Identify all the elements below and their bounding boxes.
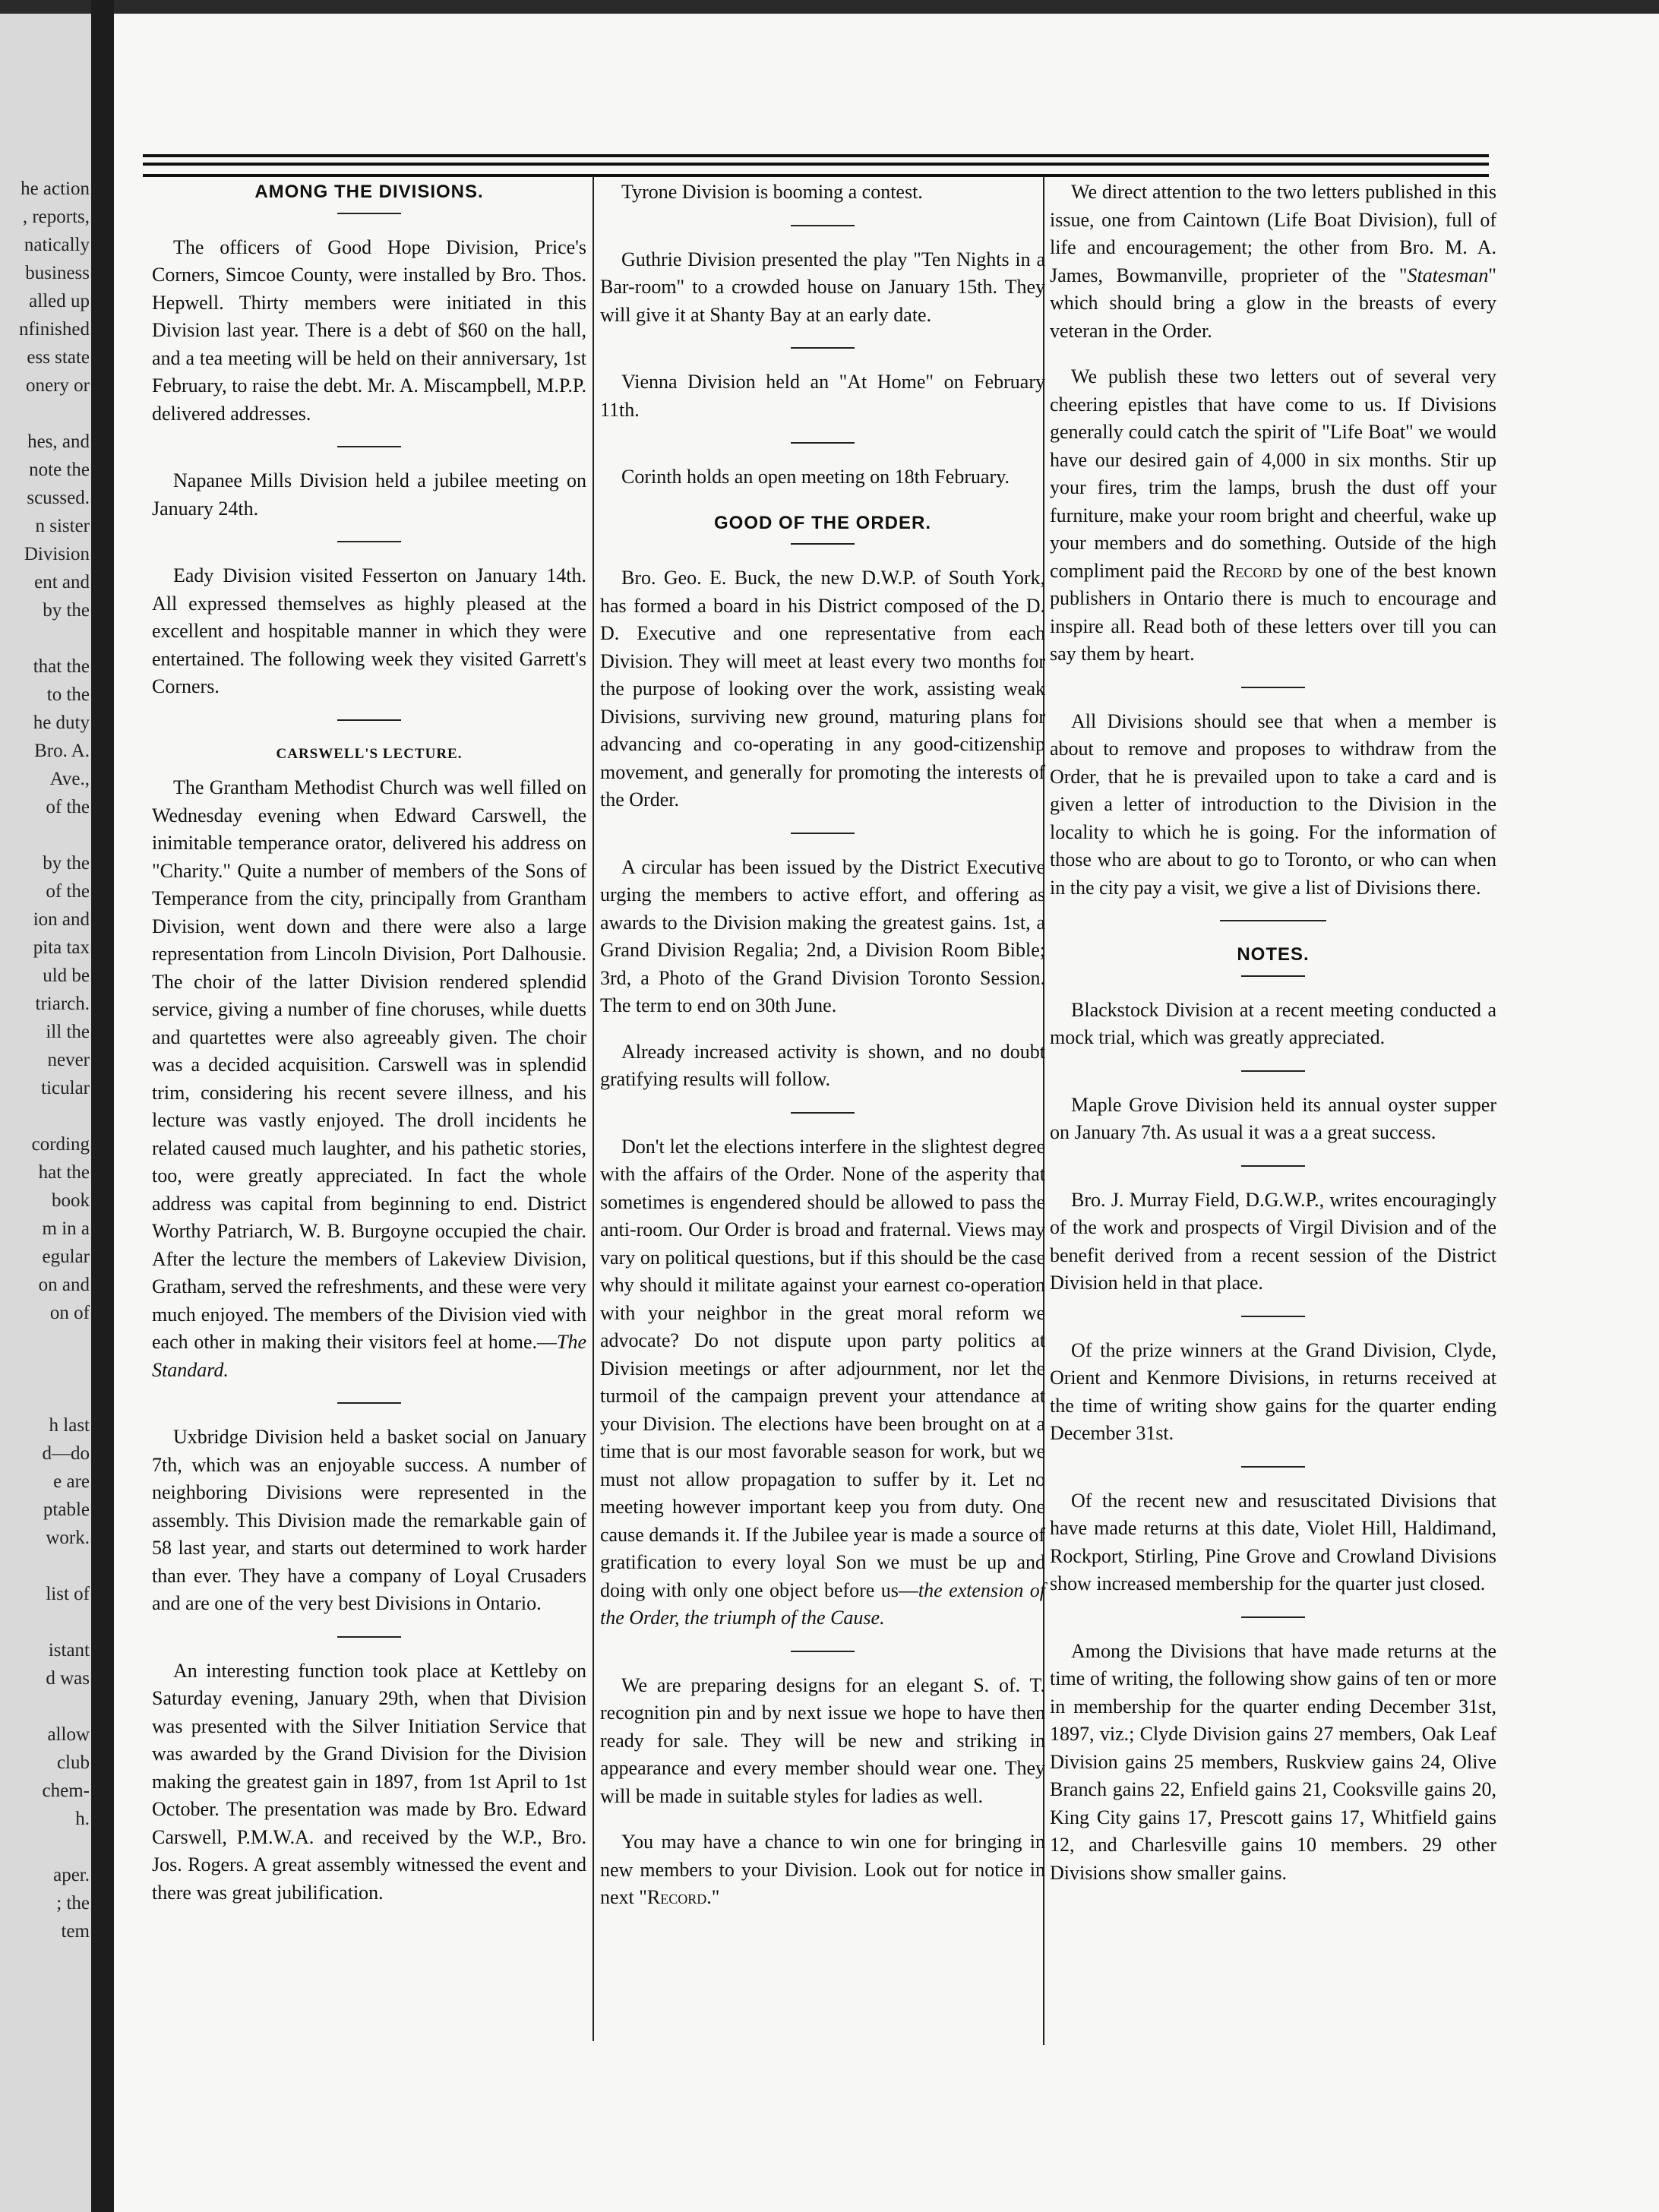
margin-fragment: uld be bbox=[43, 965, 90, 986]
margin-fragment: scussed. bbox=[27, 488, 90, 508]
margin-fragment: m in a bbox=[42, 1218, 90, 1239]
paragraph-publish-letters bbox=[1050, 363, 1496, 668]
separator-dash bbox=[791, 442, 855, 444]
margin-fragment: natically bbox=[24, 235, 90, 255]
margin-fragment: ent and bbox=[34, 572, 90, 592]
paragraph-kettleby: An interesting function took place at Kettleby on Saturday evening, January 29th, when that Division was presented with the Silver Initiation Service that was awarded by the Grand Division for the Division making the greatest gain in 1897, from 1st April to 1st October. The presentation was made by Bro. Edward Carswell, P.M.W.A. and received by the W.P., Bro. Jos. Rogers. A great assembly witnessed the event and there was great jubilification. bbox=[152, 1659, 586, 1904]
margin-fragment: alled up bbox=[29, 291, 90, 311]
paragraph-corinth: Corinth holds an open meeting on 18th February. bbox=[621, 466, 1010, 488]
margin-fragment: tem bbox=[61, 1921, 90, 1942]
margin-fragment: ticular bbox=[41, 1078, 90, 1098]
separator-dash bbox=[1241, 1070, 1305, 1072]
paragraph-vienna: Vienna Division held an "At Home" on February 11th. bbox=[600, 371, 1045, 421]
margin-fragment: nfinished bbox=[18, 319, 90, 340]
subheading-carswell: CARSWELL'S LECTURE. bbox=[276, 745, 463, 762]
margin-fragment: istant bbox=[48, 1640, 90, 1661]
paragraph-recognition-pin: We are preparing designs for an elegant S. of. T. recognition pin and by next issue we hope to have then ready for sale. They will be new and striking in appearance and every member should wear one. They will be made in suitable styles for ladies as well. bbox=[600, 1673, 1045, 1807]
separator-dash bbox=[1241, 1165, 1305, 1167]
separator-dash bbox=[1220, 920, 1326, 921]
separator-dash bbox=[791, 1651, 855, 1652]
margin-fragment: hat the bbox=[38, 1162, 90, 1183]
margin-fragment: egular bbox=[42, 1247, 90, 1267]
paragraph-eady: Eady Division visited Fesserton on January 14th. All expressed themselves as highly pleased at the excellent and hospitable manner in which they were entertained. The following week they visited Garrett's Corners. bbox=[152, 564, 586, 697]
facing-page-text-fragments bbox=[0, 175, 90, 1945]
margin-fragment bbox=[0, 400, 90, 428]
separator-dash bbox=[337, 541, 401, 542]
margin-fragment: by the bbox=[43, 853, 90, 874]
separator-dash bbox=[1241, 975, 1305, 977]
margin-fragment: hes, and bbox=[27, 431, 90, 452]
publication-name: Record bbox=[1222, 559, 1282, 582]
column-divider-1 bbox=[592, 176, 594, 2041]
margin-fragment: he action bbox=[21, 179, 90, 199]
paragraph-napanee-mills: Napanee Mills Division held a jubilee meeting on January 24th. bbox=[152, 469, 586, 520]
margin-fragment: Ave., bbox=[49, 769, 90, 789]
margin-fragment: d was bbox=[46, 1668, 90, 1689]
italic-phrase: the extension of the Order, the triumph of the Cause. bbox=[600, 1578, 1045, 1629]
paragraph-uxbridge: Uxbridge Division held a basket social on January 7th, which was an enjoyable success. A number of neighboring Divisions were represented in the assembly. This Division made the remarkable gain of 58 last year, and starts out determined to work harder than ever. They have a company of Loyal Crusaders and are one of the very best Divisions in Ontario. bbox=[152, 1426, 586, 1614]
margin-fragment: pita tax bbox=[33, 937, 90, 958]
paragraph-text: The Grantham Methodist Church was well filled on Wednesday evening when Edward Carswell, the inimitable temperance orator, delivered his address on "Charity." Quite a number of members of the Sons of Temperance from the city, principally from Grantham Division, went down and there were also a large representation from Lincoln Division, Port Dalhousie. The choir of the latter Division rendered splendid service, giving a number of fine choruses, while duetts and quartettes were also agreeably given. The choir was a decided acquisition. Carswell was in splendid trim, considering his recent severe illness, and his lecture was vastly enjoyed. The droll incidents he related caused much laughter, and his pathetic stories, too, were greatly appreciated. In fact the whole address was capital from beginning to end. District Worthy Patriarch, W. B. Burgoyne occupied the chair. After the lecture the members of Lakeview Division, Gratham, served the refreshments, and these were very much enjoyed. The members of the Division vied with each other in making their visitors feel at home.— bbox=[152, 776, 586, 1353]
margin-fragment: on of bbox=[49, 1303, 90, 1323]
column-among-the-divisions bbox=[152, 179, 586, 1925]
margin-fragment: chem- bbox=[42, 1781, 90, 1801]
separator-dash bbox=[337, 1636, 401, 1638]
margin-fragment: cording bbox=[31, 1134, 90, 1155]
margin-fragment bbox=[0, 1102, 90, 1130]
margin-fragment: club bbox=[56, 1752, 90, 1773]
separator-dash bbox=[791, 225, 855, 226]
margin-fragment: of the bbox=[46, 881, 90, 902]
margin-fragment: to the bbox=[46, 684, 90, 705]
margin-fragment: aper. bbox=[53, 1865, 90, 1885]
margin-fragment bbox=[0, 1383, 90, 1411]
margin-fragment: h. bbox=[75, 1809, 90, 1829]
margin-fragment: list of bbox=[46, 1584, 90, 1604]
paragraph-text-end: " which should bring a glow in the breasts of every veteran in the Order. bbox=[1050, 264, 1496, 342]
margin-fragment: , reports, bbox=[22, 207, 90, 227]
separator-dash bbox=[791, 543, 855, 545]
source-citation: The Standard. bbox=[152, 1331, 586, 1381]
margin-fragment bbox=[0, 1552, 90, 1580]
paragraph-win-pin bbox=[600, 1828, 1045, 1912]
margin-fragment: ess state bbox=[27, 347, 90, 368]
separator-dash bbox=[337, 213, 401, 214]
paragraph-circular: A circular has been issued by the District Executive urging the members to active effort, and offering as awards to the Division making the greatest gains. 1st, a Grand Division Regalia; 2nd, a Division Room Bible; 3rd, a Photo of the Grand Division Toronto Session. The term to end on 30th June. bbox=[600, 855, 1045, 1016]
paragraph-gains-list: Among the Divisions that have made returns at the time of writing, the following show gains of ten or more in membership for the quarter ending December 31st, 1897, viz.; Clyde Division gains 27 members, Oak Leaf Division gains 25 members, Ruskview gains 24, Olive Branch gains 22, Enfield gains 21, Cooksville gains 20, King City gains 17, Prescott gains 17, Whitfield gains 12, and Charlesville gains 10 members. 29 other Divisions show smaller gains. bbox=[1050, 1639, 1496, 1884]
margin-fragment bbox=[0, 821, 90, 849]
margin-fragment bbox=[0, 1833, 90, 1861]
margin-fragment: onery or bbox=[26, 375, 90, 396]
margin-fragment: ; the bbox=[56, 1893, 90, 1913]
margin-fragment: ion and bbox=[33, 909, 90, 930]
paragraph-text: We direct attention to the two letters published in this issue, one from Caintown (Life Boat Division), full of life and encouragement; the other from Bro. M. A. James, Bowmanville, proprieter of the " bbox=[1050, 181, 1496, 286]
margin-fragment: Bro. A. bbox=[34, 741, 90, 761]
margin-fragment: h last bbox=[49, 1415, 90, 1436]
paragraph-good-hope: The officers of Good Hope Division, Price's Corners, Simcoe County, were installed by Bro. Thos. Hepwell. Thirty members were initiated in this Division last year. There is a debt of $60 on the hall, and a tea meeting will be held on their anniversary, 1st February, to raise the debt. Mr. A. Miscampbell, M.P.P. delivered addresses. bbox=[152, 235, 586, 425]
margin-fragment: ill the bbox=[46, 1022, 90, 1042]
paragraph-withdraw: All Divisions should see that when a member is about to remove and proposes to withdraw from the Order, that he is prevailed upon to take a card and is given a letter of introduction to the Division in the locality to which he is going. For the information of those who are about to go to Toronto, or who can when in the city pay a visit, we give a list of Divisions there. bbox=[1050, 709, 1496, 899]
margin-fragment: of the bbox=[46, 797, 90, 817]
separator-dash bbox=[1241, 687, 1305, 688]
margin-fragment: by the bbox=[43, 600, 90, 621]
margin-fragment: n sister bbox=[35, 516, 90, 536]
column-good-of-the-order bbox=[600, 179, 1045, 1930]
separator-dash bbox=[1241, 1316, 1305, 1317]
paragraph-text: We publish these two letters out of several very cheering epistles that have come to us. If Divisions generally could catch the spirit of "Life Boat" we would have our desired gain of 4,000 in six months. Stir up your fires, trim the lamps, brush the dust off your furniture, make your room bright and cheerful, wake up your members and do something. Outside of the high compliment paid the bbox=[1050, 365, 1496, 582]
paragraph-resuscitated: Of the recent new and resuscitated Divisions that have made returns at this date, Violet Hill, Haldimand, Rockport, Stirling, Pine Grove and Crowland Divisions show increased membership for the quarter just closed. bbox=[1050, 1489, 1496, 1594]
margin-fragment: note the bbox=[29, 460, 90, 480]
paragraph-letters bbox=[1050, 179, 1496, 345]
margin-fragment: triarch. bbox=[35, 994, 90, 1014]
margin-fragment: he duty bbox=[33, 713, 90, 733]
margin-fragment: never bbox=[47, 1050, 90, 1070]
paragraph-elections bbox=[600, 1133, 1045, 1632]
separator-dash bbox=[337, 1402, 401, 1404]
margin-fragment: Division bbox=[24, 544, 90, 564]
margin-fragment bbox=[0, 1692, 90, 1721]
paragraph-maple-grove: Maple Grove Division held its annual oyster supper on January 7th. As usual it was a a great success. bbox=[1050, 1093, 1496, 1143]
margin-fragment bbox=[0, 1327, 90, 1355]
top-scan-edge bbox=[0, 0, 1659, 14]
paragraph-text-end: by one of the best known publishers in Ontario there is much to encourage and inspire all. Read both of these letters over till you can say them by heart. bbox=[1050, 559, 1496, 665]
section-heading: NOTES. bbox=[1237, 944, 1310, 965]
paragraph-tyrone: Tyrone Division is booming a contest. bbox=[621, 181, 923, 203]
header-double-rule bbox=[143, 154, 1489, 177]
paragraph-text: You may have a chance to win one for bringing in new members to your Division. Look out for notice in next " bbox=[600, 1831, 1045, 1908]
paragraph-guthrie: Guthrie Division presented the play "Ten Nights in a Bar-room" to a crowded house on January 15th. They will give it at Shanty Bay at an early date. bbox=[600, 248, 1045, 326]
margin-fragment: e are bbox=[53, 1471, 90, 1492]
paragraph-text-end: ." bbox=[706, 1886, 720, 1908]
publication-name: Statesman bbox=[1407, 264, 1489, 286]
margin-fragment: book bbox=[52, 1190, 90, 1211]
separator-dash bbox=[791, 1112, 855, 1114]
margin-fragment: on and bbox=[38, 1275, 90, 1295]
separator-dash bbox=[1241, 1616, 1305, 1618]
book-gutter bbox=[91, 0, 114, 2212]
paragraph-prize-winners: Of the prize winners at the Grand Division, Clyde, Orient and Kenmore Divisions, in returns received at the time of writing show gains for the quarter ending December 31st. bbox=[1050, 1338, 1496, 1444]
paragraph-activity: Already increased activity is shown, and no doubt gratifying results will follow. bbox=[600, 1040, 1045, 1090]
section-heading: AMONG THE DIVISIONS. bbox=[254, 182, 484, 202]
margin-fragment: business bbox=[25, 263, 90, 283]
separator-dash bbox=[791, 347, 855, 349]
column-notes bbox=[1050, 179, 1496, 1905]
section-heading: GOOD OF THE ORDER. bbox=[713, 512, 931, 533]
paragraph-buck: Bro. Geo. E. Buck, the new D.W.P. of South York, has formed a board in his District composed of the D. D. Executive and one representative from each Division. They will meet at least every two months for the purpose of looking over the work, assisting weak Divisions, surviving new ground, maturing plans for advancing and co-operating in any good-citizenship movement, and generally for promoting the interests of the Order. bbox=[600, 567, 1045, 811]
paragraph-virgil: Bro. J. Murray Field, D.G.W.P., writes encouragingly of the work and prospects of Virgil Division and of the benefit derived from a recent session of the District Division held in that place. bbox=[1050, 1188, 1496, 1294]
separator-dash bbox=[337, 719, 401, 721]
margin-fragment bbox=[0, 1355, 90, 1383]
margin-fragment: allow bbox=[47, 1724, 90, 1745]
paragraph-blackstock: Blackstock Division at a recent meeting conducted a mock trial, which was greatly appreciated. bbox=[1050, 998, 1496, 1048]
separator-dash bbox=[1241, 1466, 1305, 1468]
margin-fragment bbox=[0, 1608, 90, 1636]
margin-fragment: work. bbox=[46, 1528, 90, 1548]
publication-name: Record bbox=[646, 1886, 707, 1908]
separator-dash bbox=[791, 833, 855, 834]
paragraph-carswell-lecture bbox=[152, 774, 586, 1384]
margin-fragment: d—do bbox=[42, 1443, 90, 1464]
paragraph-text: Don't let the elections interfere in the slightest degree with the affairs of the Order. None of the asperity that sometimes is engendered should be allowed to pass the anti-room. Our Order is broad and fraternal. Views may vary on political questions, but if this should be the case why should it militate against your earnest co-operation with your neighbor in the great moral reform we advocate? Do not dispute upon party politics at Division meetings or after adjournment, nor let the turmoil of the campaign prevent your attendance at your Division. The elections have been brought on at a time that is our most favorable season for work, but we must not allow propagation to suffer by it. Let no meeting however important keep you from duty. One cause demands it. If the Jubilee year is made a source of gratification to every loyal Son we must be up and doing with only one object before us— bbox=[600, 1135, 1045, 1601]
separator-dash bbox=[337, 446, 401, 447]
margin-fragment: that the bbox=[33, 656, 90, 677]
margin-fragment: ptable bbox=[43, 1499, 90, 1520]
margin-fragment bbox=[0, 624, 90, 653]
